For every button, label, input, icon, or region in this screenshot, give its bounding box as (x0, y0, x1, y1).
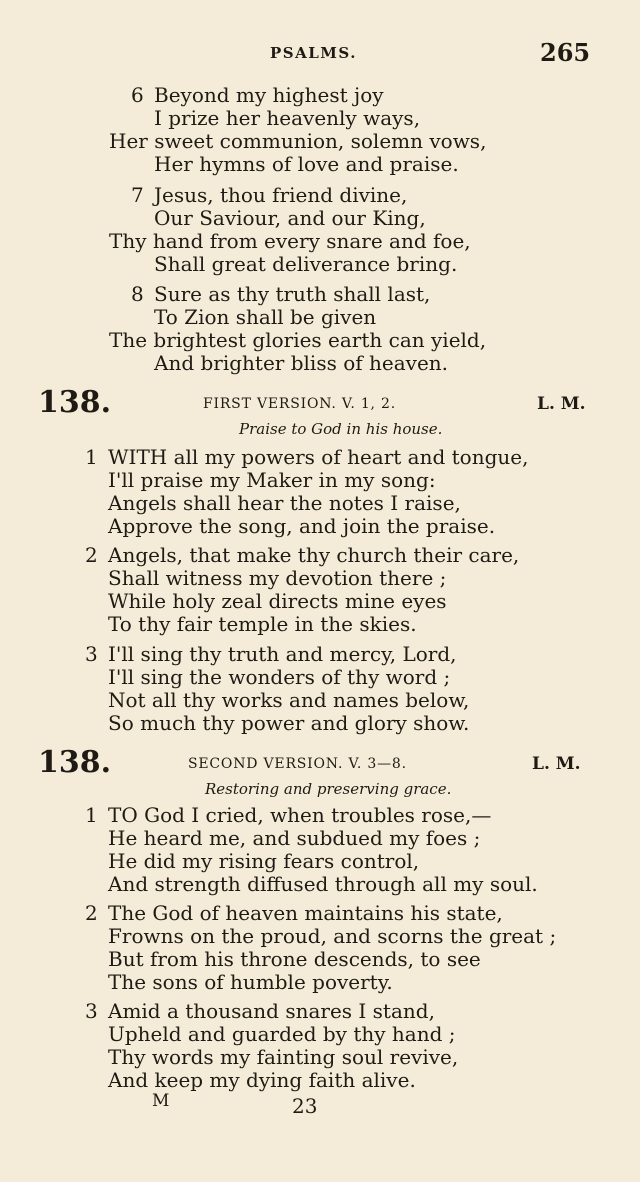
verse-line: Her hymns of love and praise. (154, 152, 459, 176)
verse-line: Angels shall hear the notes I raise, (108, 491, 461, 515)
verse-line: Beyond my highest joy (154, 83, 384, 107)
stanza-number: 1 (85, 803, 98, 827)
verse-line: Shall great deliverance bring. (154, 252, 458, 276)
verse-line: The sons of humble poverty. (108, 970, 393, 994)
folio-number: 23 (292, 1094, 318, 1118)
hymn-subtitle: Restoring and preserving grace. (205, 780, 452, 798)
verse-line: While holy zeal directs mine eyes (108, 589, 447, 613)
verse-line: To thy fair temple in the skies. (108, 612, 417, 636)
stanza-number: 1 (85, 445, 98, 469)
verse-line: Amid a thousand snares I stand, (108, 999, 435, 1023)
verse-line: The brightest glories earth can yield, (109, 328, 487, 352)
verse-line: And keep my dying faith alive. (108, 1068, 416, 1092)
verse-line: Our Saviour, and our King, (154, 206, 426, 230)
hymn-subtitle: Praise to God in his house. (239, 420, 443, 438)
stanza-number: 6 (131, 83, 144, 107)
verse-line: To Zion shall be given (154, 305, 377, 329)
version-label: SECOND VERSION. V. 3—8. (188, 756, 407, 772)
verse-line: And brighter bliss of heaven. (154, 351, 449, 375)
meter-label: L. M. (532, 754, 581, 774)
verse-line: Sure as thy truth shall last, (154, 282, 431, 306)
verse-line: TO God I cried, when troubles rose,— (108, 803, 492, 827)
page-number: 265 (540, 38, 591, 67)
verse-line: Thy hand from every snare and foe, (109, 229, 471, 253)
verse-line: But from his throne descends, to see (108, 947, 481, 971)
verse-line: Frowns on the proud, and scorns the great ; (108, 924, 557, 948)
verse-line: I'll praise my Maker in my song: (108, 468, 436, 492)
verse-line: The God of heaven maintains his state, (108, 901, 503, 925)
verse-line: He heard me, and subdued my foes ; (108, 826, 481, 850)
verse-line: So much thy power and glory show. (108, 711, 470, 735)
meter-label: L. M. (537, 394, 586, 414)
stanza-number: 2 (85, 901, 98, 925)
stanza-number: 8 (131, 282, 144, 306)
verse-line: WITH all my powers of heart and tongue, (108, 445, 529, 469)
verse-line: Upheld and guarded by thy hand ; (108, 1022, 456, 1046)
stanza-number: 3 (85, 999, 98, 1023)
running-head (0, 38, 640, 68)
verse-line: I'll sing the wonders of thy word ; (108, 665, 451, 689)
verse-line: And strength diffused through all my soul. (108, 872, 538, 896)
verse-line: Jesus, thou friend divine, (154, 183, 408, 207)
verse-line: He did my rising fears control, (108, 849, 420, 873)
psalm-number: 138. (38, 385, 112, 420)
verse-line: Approve the song, and join the praise. (108, 514, 496, 538)
running-title: PSALMS. (270, 44, 357, 62)
verse-line: Her sweet communion, solemn vows, (109, 129, 487, 153)
verse-line: Thy words my fainting soul revive, (108, 1045, 459, 1069)
version-label: FIRST VERSION. V. 1, 2. (203, 396, 397, 412)
verse-line: Not all thy works and names below, (108, 688, 470, 712)
verse-line: I'll sing thy truth and mercy, Lord, (108, 642, 457, 666)
verse-line: Angels, that make thy church their care, (108, 543, 520, 567)
psalm-number: 138. (38, 745, 112, 780)
verse-line: I prize her heavenly ways, (154, 106, 421, 130)
signature-mark: M (152, 1091, 170, 1111)
stanza-number: 2 (85, 543, 98, 567)
verse-line: Shall witness my devotion there ; (108, 566, 447, 590)
stanza-number: 7 (131, 183, 144, 207)
stanza-number: 3 (85, 642, 98, 666)
